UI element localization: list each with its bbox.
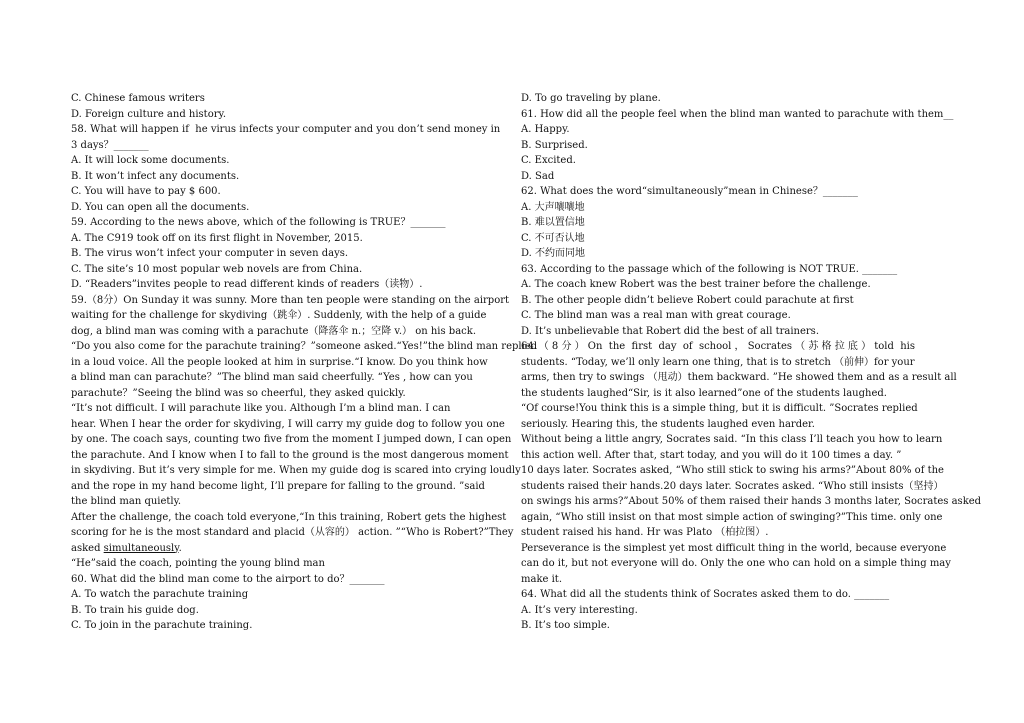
left-line: 58. What will happen if he virus infects your computer and you don’t send money in	[71, 124, 501, 135]
left-line: parachute？”Seeing the blind was so cheerful, they asked quickly.	[71, 387, 406, 399]
right-line: 63. According to the passage which of the following is NOT TRUE. _______	[521, 263, 898, 275]
right-line: B. It’s too simple.	[521, 620, 610, 631]
right-line: again, “Who still insist on that most simple action of swinging?”This time. only one	[521, 511, 943, 523]
left-line: C. The site’s 10 most popular web novels are from China.	[71, 263, 363, 275]
left-line: C. To join in the parachute training.	[71, 620, 253, 631]
right-line: C. 不可否认地	[521, 232, 585, 244]
left-line: 3 days？_______	[71, 139, 149, 151]
left-line: in a loud voice. All the people looked at him in surprise.“I know. Do you think how	[71, 356, 488, 368]
right-line: C. The blind man was a real man with great courage.	[521, 310, 791, 321]
right-line: the students laughed“Sir, is it also learned”one of the students laughed.	[521, 387, 887, 399]
right-line: students raised their hands.20 days later. Socrates asked. “Who still insists（坚持）	[521, 480, 944, 492]
left-line: “He”said the coach, pointing the young blind man	[71, 558, 325, 569]
left-line: “Do you also come for the parachute training？”someone asked.“Yes!”the blind man replied	[71, 341, 538, 352]
left-line: A. To watch the parachute training	[71, 589, 249, 600]
right-line: can do it, but not everyone will do. Only the one who can hold on a simple thing may	[521, 558, 951, 569]
left-line: the blind man quietly.	[71, 496, 182, 507]
right-line: B. The other people didn’t believe Robert could parachute at first	[521, 294, 854, 306]
right-line: D. Sad	[521, 170, 555, 182]
left-line: dog, a blind man was coming with a parachute（降落伞 n.；空降 v.） on his back.	[71, 325, 477, 337]
right-line: B. 难以置信地	[521, 217, 585, 228]
right-line: student raised his hand. Hr was Plato （柏拉图）.	[521, 527, 769, 538]
left-line: C. Chinese famous writers	[71, 93, 205, 104]
right-line: D. 不约而同地	[521, 248, 586, 259]
left-line: 60. What did the blind man come to the airport to do？_______	[71, 573, 385, 585]
left-line: B. The virus won’t infect your computer in seven days.	[71, 248, 349, 259]
left-line: After the challenge, the coach told everyone,“In this training, Robert gets the highest	[71, 511, 507, 523]
right-line: Without being a little angry, Socrates said. “In this class I’ll teach you how to learn	[521, 434, 943, 445]
left-line: waiting for the challenge for skydiving（跳伞）. Suddenly, with the help of a guide	[71, 310, 487, 321]
right-line: this action well. After that, start today, and you will do it 100 times a day. ”	[521, 449, 902, 461]
right-line: on swings his arms?”About 50% of them raised their hands 3 months later, Socrates asked	[521, 496, 982, 507]
right-line: D. It’s unbelievable that Robert did the best of all trainers.	[521, 325, 819, 337]
left-line: the parachute. And I know when I to fall to the ground is the most dangerous moment	[71, 449, 509, 461]
left-line: B. It won’t infect any documents.	[71, 170, 240, 182]
right-line: 10 days later. Socrates asked, “Who still stick to swing his arms?”About 80% of the	[521, 465, 944, 476]
right-column	[521, 91, 991, 634]
right-line: C. Excited.	[521, 155, 576, 166]
left-line: by one. The coach says, counting two five from the moment I jumped down, I can open	[71, 434, 512, 445]
right-line: 64．（ 8 分 ） On the first day of school ， Socrates （ 苏 格 拉 底 ） told his	[521, 341, 916, 352]
left-line: D. You can open all the documents.	[71, 201, 250, 213]
right-line: make it.	[521, 573, 562, 585]
left-line: and the rope in my hand become light, I’ll prepare for falling to the ground. ”said	[71, 480, 485, 492]
right-line: A. 大声嚷嚷地	[521, 201, 585, 213]
left-line: in skydiving. But it’s very simple for me. When my guide dog is scared into crying loudly	[71, 465, 521, 476]
right-line: A. It’s very interesting.	[521, 604, 638, 616]
right-line: 61. How did all the people feel when the blind man wanted to parachute with them__	[521, 108, 954, 120]
left-line: a blind man can parachute？”The blind man said cheerfully. “Yes , how can you	[71, 372, 473, 383]
left-line: A. The C919 took off on its first flight in November, 2015.	[71, 232, 363, 244]
right-line: D. To go traveling by plane.	[521, 93, 661, 104]
left-line: hear. When I hear the order for skydiving, I will carry my guide dog to follow you one	[71, 418, 505, 430]
left-line: A. It will lock some documents.	[71, 155, 230, 166]
right-line: B. Surprised.	[521, 139, 588, 151]
left-line: 59.（8分）On Sunday it was sunny. More than ten people were standing on the airport	[71, 294, 510, 306]
left-line: D. Foreign culture and history.	[71, 108, 226, 120]
right-line: arms, then try to swings （甩动）them backward. ”He showed them and as a result all	[521, 372, 957, 383]
left-line: asked simultaneously.	[71, 542, 182, 554]
right-line: 62. What does the word“simultaneously”mean in Chinese？_______	[521, 186, 858, 197]
right-line: “Of course!You think this is a simple thing, but it is difficult. ”Socrates replied	[521, 403, 918, 414]
left-line: 59. According to the news above, which of the following is TRUE？_______	[71, 217, 446, 228]
left-line: D. “Readers”invites people to read different kinds of readers（读物）.	[71, 279, 423, 290]
right-line: students. “Today, we’ll only learn one thing, that is to stretch （前伸）for your	[521, 356, 915, 368]
right-line: A. Happy.	[521, 124, 570, 135]
right-line: seriously. Hearing this, the students laughed even harder.	[521, 418, 815, 430]
left-line: C. You will have to pay $ 600.	[71, 186, 221, 197]
underlined-word: simultaneously	[103, 542, 179, 554]
right-line: Perseverance is the simplest yet most difficult thing in the world, because everyone	[521, 542, 947, 554]
left-line: “It’s not difficult. I will parachute like you. Although I’m a blind man. I can	[71, 403, 451, 414]
left-line: B. To train his guide dog.	[71, 604, 199, 616]
left-line: scoring for he is the most standard and placid（从容的） action. ”“Who is Robert?”They	[71, 527, 514, 538]
right-line: A. The coach knew Robert was the best trainer before the challenge.	[521, 279, 871, 290]
right-line: 64. What did all the students think of Socrates asked them to do. _______	[521, 589, 890, 600]
